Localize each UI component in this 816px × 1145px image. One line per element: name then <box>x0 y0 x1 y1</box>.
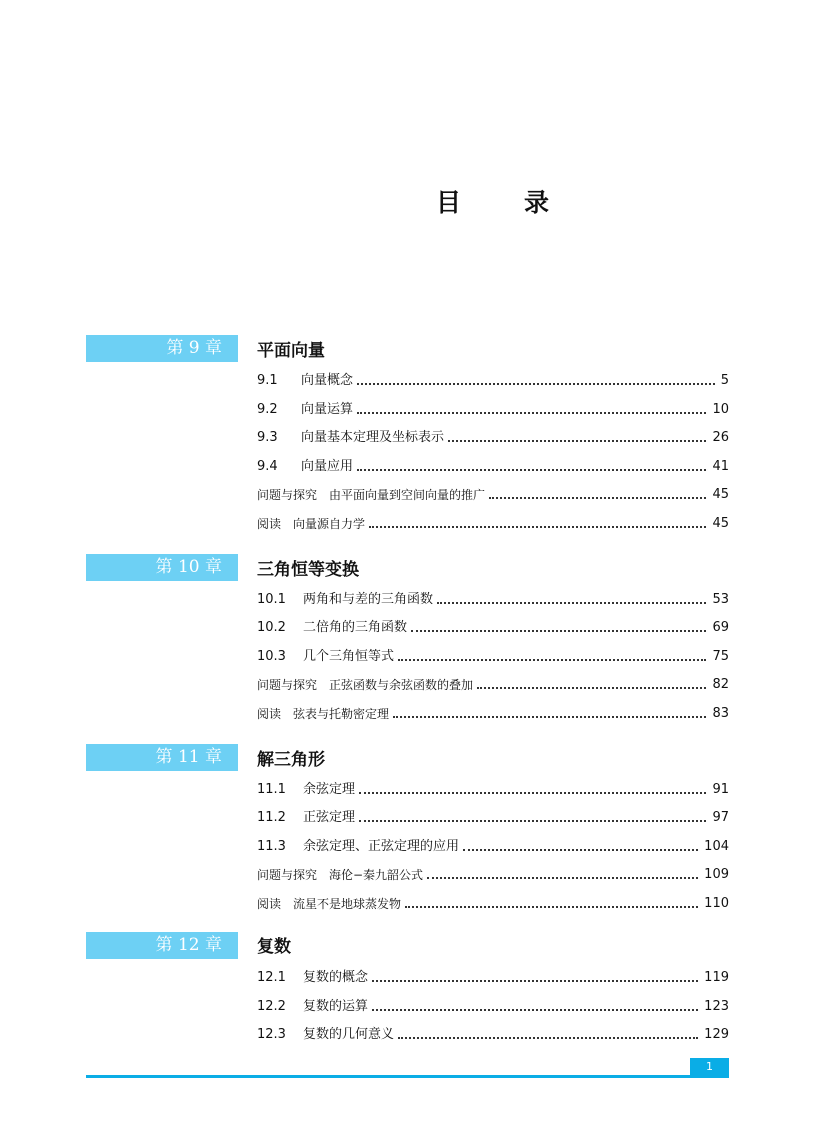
page-number: 97 <box>712 810 729 825</box>
toc-entry[interactable] <box>257 1025 729 1045</box>
page-number: 75 <box>712 649 729 664</box>
leader-dots <box>463 849 698 851</box>
title-char-1: 目 <box>436 188 462 217</box>
leader-dots <box>489 497 706 499</box>
leader-dots <box>398 659 706 661</box>
leader-dots <box>398 1037 698 1039</box>
toc-entry[interactable] <box>257 808 729 828</box>
leader-dots <box>448 440 706 442</box>
section-number: 11.3 <box>257 839 286 854</box>
toc-entry[interactable] <box>257 618 729 638</box>
page-number: 5 <box>720 373 729 388</box>
leader-dots <box>369 526 706 528</box>
section-number: 12.2 <box>257 999 286 1014</box>
section-label: 正弦定理 <box>303 810 356 825</box>
leader-dots <box>427 877 698 879</box>
leader-dots <box>411 630 706 632</box>
page-number: 104 <box>704 839 729 854</box>
page-number: 26 <box>712 430 729 445</box>
toc-entry[interactable] <box>257 371 729 391</box>
toc-entry[interactable] <box>257 865 729 885</box>
page-number: 82 <box>712 677 729 692</box>
toc-entry[interactable] <box>257 968 729 988</box>
section-number: 12.1 <box>257 970 286 985</box>
extra-label: 问题与探究 海伦−秦九韶公式 <box>257 868 424 882</box>
leader-dots <box>357 469 706 471</box>
section-number: 10.3 <box>257 649 286 664</box>
footer-page-number: 1 <box>690 1058 729 1076</box>
toc-entry[interactable] <box>257 894 729 914</box>
extra-label: 阅读 向量源自力学 <box>257 517 366 531</box>
chapter-title-12[interactable]: 复数 <box>257 937 291 957</box>
page-number: 109 <box>704 867 729 882</box>
toc-entry[interactable] <box>257 590 729 610</box>
toc-entry[interactable] <box>257 647 729 667</box>
chapter-label-11: 第 11 章 <box>86 744 238 771</box>
chapter-label-9: 第 9 章 <box>86 335 238 362</box>
page-number: 110 <box>704 896 729 911</box>
toc-entry[interactable] <box>257 457 729 477</box>
leader-dots <box>405 906 698 908</box>
toc-entry[interactable] <box>257 485 729 505</box>
page-number: 119 <box>704 970 729 985</box>
section-number: 12.3 <box>257 1027 286 1042</box>
section-label: 向量应用 <box>301 459 354 474</box>
section-label: 向量概念 <box>301 373 354 388</box>
section-label: 二倍角的三角函数 <box>303 620 408 635</box>
page-number: 10 <box>712 402 729 417</box>
page-number: 41 <box>712 459 729 474</box>
extra-label: 问题与探究 正弦函数与余弦函数的叠加 <box>257 678 474 692</box>
section-number: 9.1 <box>257 373 278 388</box>
section-label: 向量基本定理及坐标表示 <box>301 430 445 445</box>
page-number: 69 <box>712 620 729 635</box>
section-label: 复数的运算 <box>303 999 369 1014</box>
section-label: 余弦定理 <box>303 782 356 797</box>
section-label: 向量运算 <box>301 402 354 417</box>
section-label: 几个三角恒等式 <box>303 649 395 664</box>
leader-dots <box>359 820 706 822</box>
leader-dots <box>437 602 706 604</box>
leader-dots <box>357 412 706 414</box>
toc-entry[interactable] <box>257 514 729 534</box>
section-number: 9.4 <box>257 459 278 474</box>
page-number: 91 <box>712 782 729 797</box>
section-number: 11.1 <box>257 782 286 797</box>
leader-dots <box>477 687 706 689</box>
toc-entry[interactable] <box>257 428 729 448</box>
chapter-label-10: 第 10 章 <box>86 554 238 581</box>
leader-dots <box>359 792 706 794</box>
leader-dots <box>357 383 715 385</box>
chapter-title-10[interactable]: 三角恒等变换 <box>257 560 359 580</box>
section-number: 9.3 <box>257 430 278 445</box>
page-number: 53 <box>712 592 729 607</box>
toc-entry[interactable] <box>257 780 729 800</box>
section-label: 余弦定理、正弦定理的应用 <box>303 839 460 854</box>
page-number: 129 <box>704 1027 729 1042</box>
section-number: 10.1 <box>257 592 286 607</box>
leader-dots <box>372 980 698 982</box>
extra-label: 阅读 弦表与托勒密定理 <box>257 707 390 721</box>
section-number: 9.2 <box>257 402 278 417</box>
footer-rule <box>86 1075 729 1078</box>
leader-dots <box>393 716 706 718</box>
page-number: 83 <box>712 706 729 721</box>
chapter-title-11[interactable]: 解三角形 <box>257 750 325 770</box>
toc-entry[interactable] <box>257 837 729 857</box>
extra-label: 问题与探究 由平面向量到空间向量的推广 <box>257 488 486 502</box>
section-number: 10.2 <box>257 620 286 635</box>
page-number: 45 <box>712 487 729 502</box>
toc-entry[interactable] <box>257 675 729 695</box>
leader-dots <box>372 1009 698 1011</box>
section-label: 复数的几何意义 <box>303 1027 395 1042</box>
toc-entry[interactable] <box>257 400 729 420</box>
section-number: 11.2 <box>257 810 286 825</box>
chapter-title-9[interactable]: 平面向量 <box>257 341 325 361</box>
toc-entry[interactable] <box>257 704 729 724</box>
page-number: 45 <box>712 516 729 531</box>
section-label: 复数的概念 <box>303 970 369 985</box>
section-label: 两角和与差的三角函数 <box>303 592 434 607</box>
extra-label: 阅读 流星不是地球蒸发物 <box>257 897 402 911</box>
toc-entry[interactable] <box>257 997 729 1017</box>
title-char-2: 录 <box>524 188 550 217</box>
page-number: 123 <box>704 999 729 1014</box>
chapter-label-12: 第 12 章 <box>86 932 238 959</box>
